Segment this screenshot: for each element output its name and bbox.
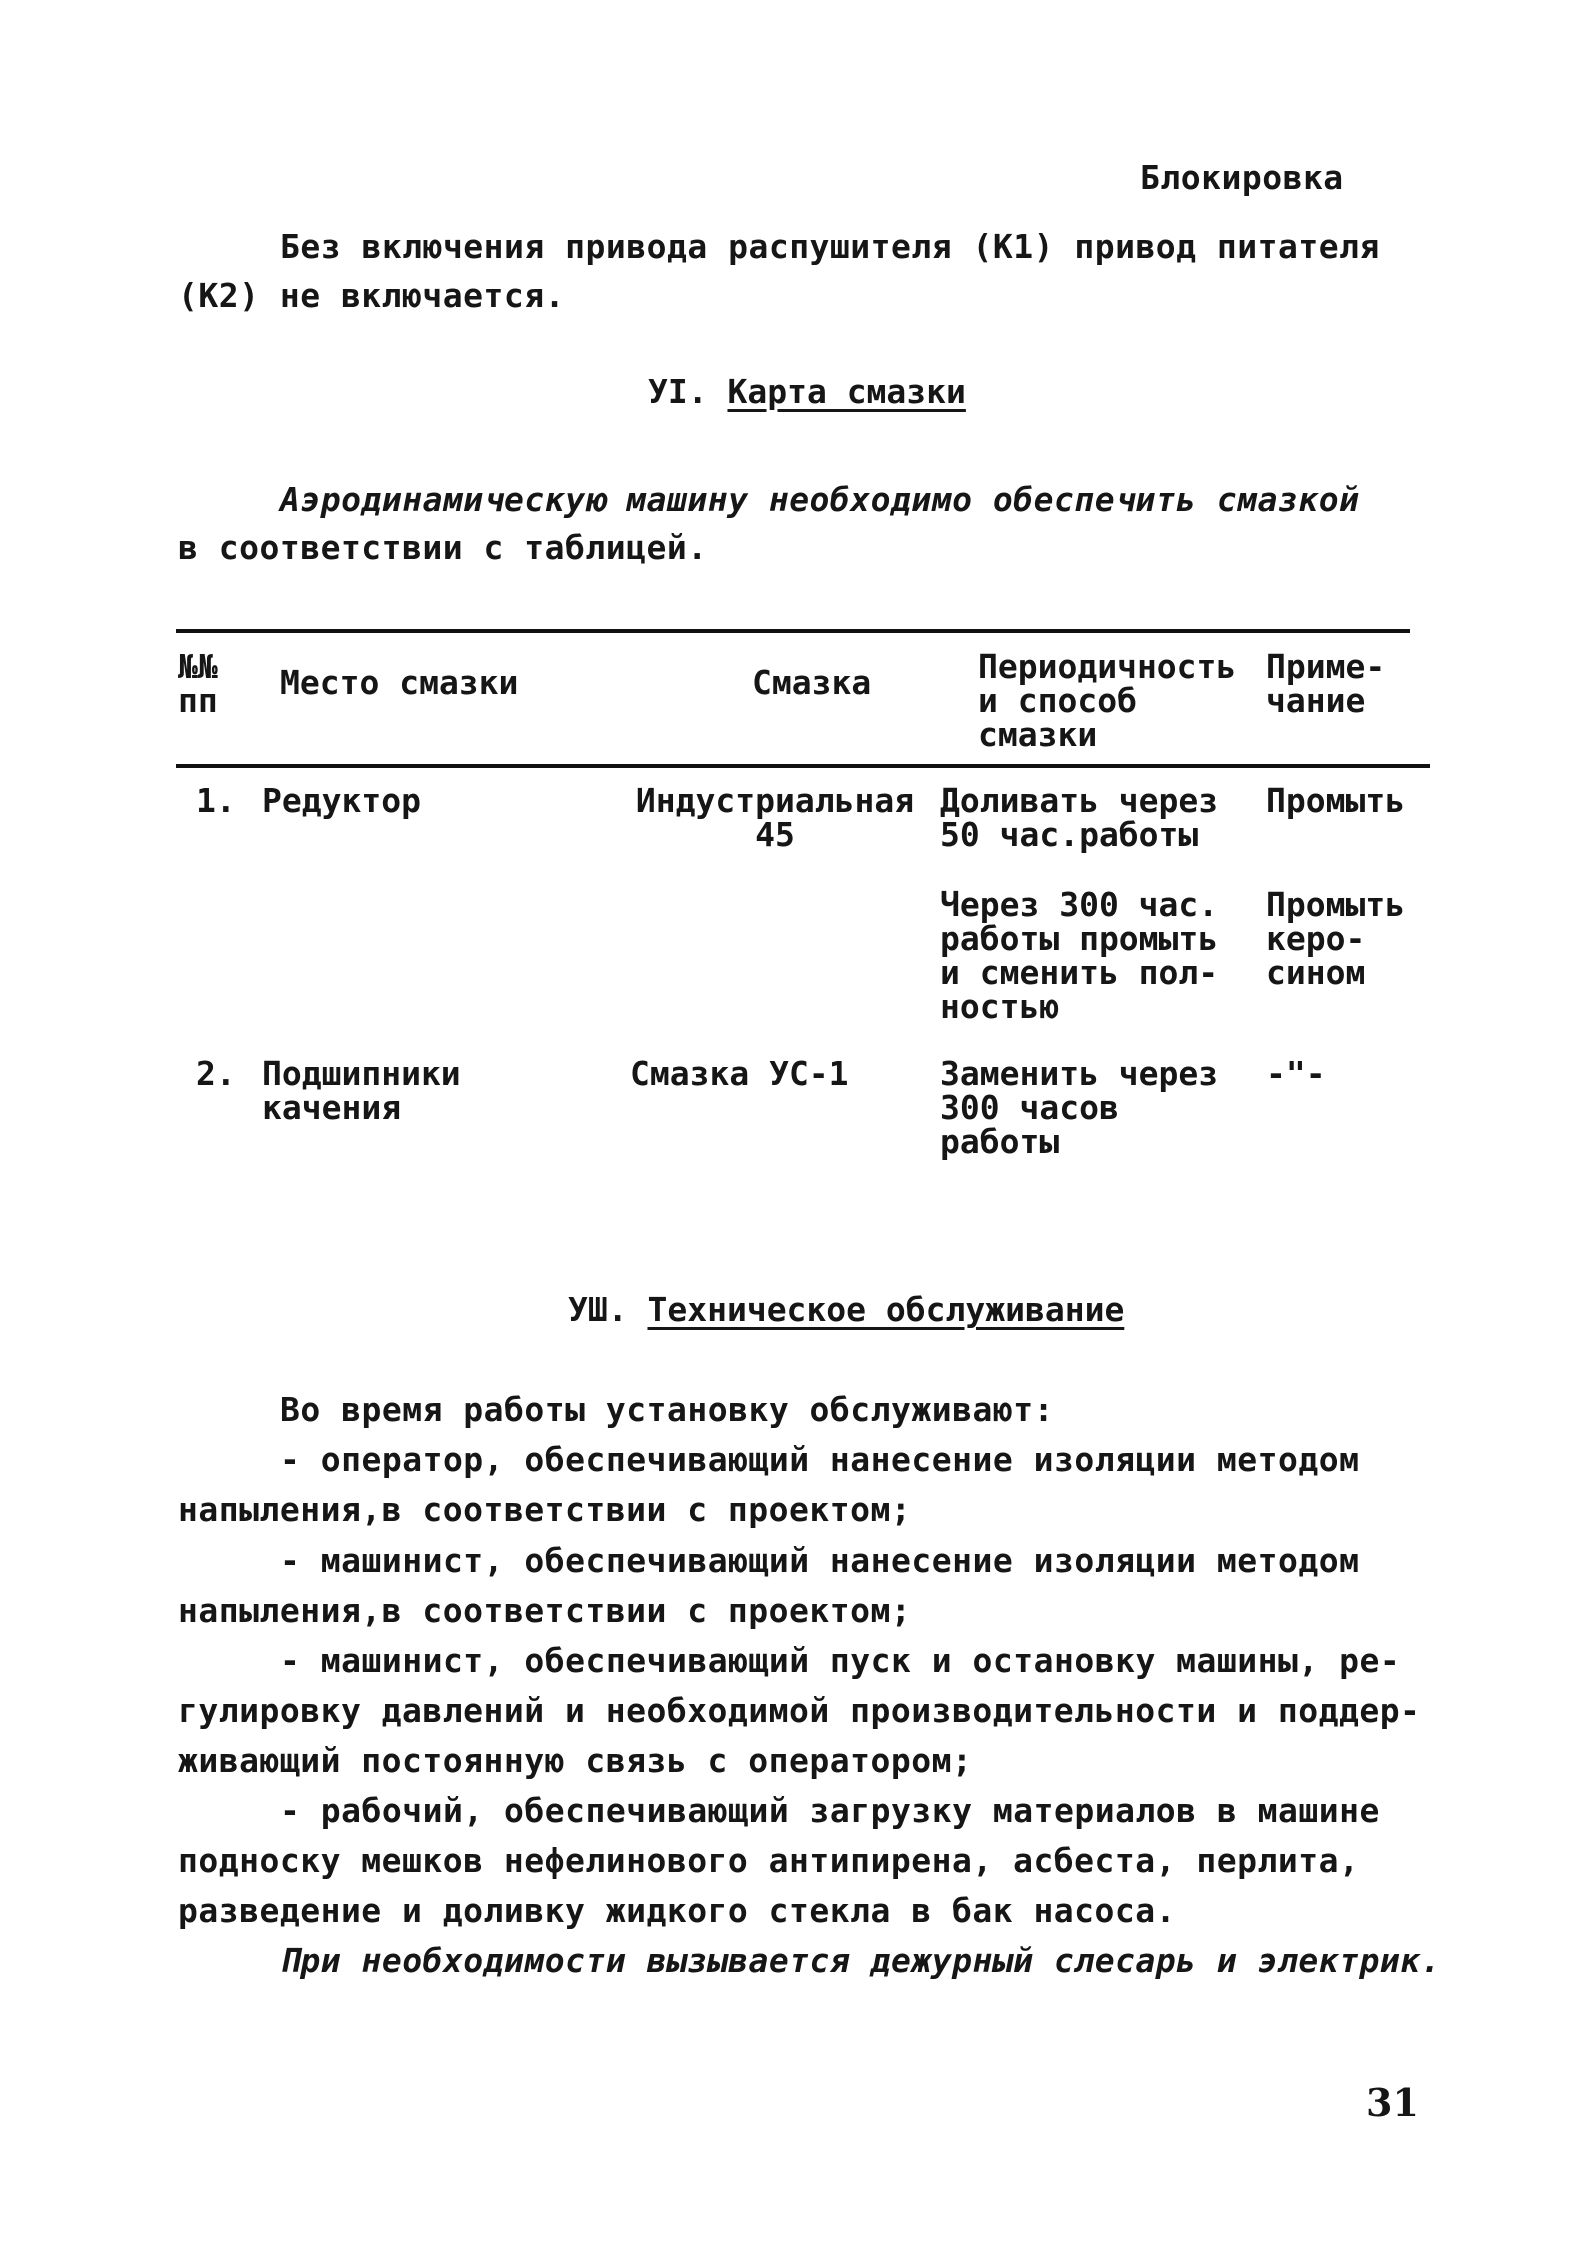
section-6-title: Карта смазки — [727, 372, 966, 411]
page-number: 31 — [1366, 2080, 1419, 2125]
maintenance-line-11: разведение и доливку жидкого стекла в бак насоса. — [178, 1891, 1177, 1930]
maintenance-line-8: живающий постоянную связь с оператором; — [178, 1741, 973, 1780]
intro-line-2: в соответствии с таблицей. — [178, 528, 708, 567]
maintenance-line-2: - оператор, обеспечивающий нанесение изоляции методом — [280, 1440, 1360, 1479]
header-lube: Смазка — [752, 663, 872, 702]
intro-line-1: Аэродинамическую машину необходимо обеспечить смазкой — [280, 480, 1360, 519]
interlock-line-1: Без включения привода распушителя (К1) привод питателя — [280, 227, 1380, 266]
row-1b-note: Промыть керо- сином — [1266, 885, 1406, 992]
maintenance-line-6: - машинист, обеспечивающий пуск и остановку машины, ре- — [280, 1641, 1401, 1680]
row-1-lube: Индустриальная 45 — [635, 781, 915, 854]
header-num: №№ пп — [178, 647, 218, 720]
table-top-rule — [176, 629, 1410, 633]
row-1-note: Промыть — [1266, 781, 1406, 820]
row-2-num: 2. — [196, 1054, 236, 1093]
header-note: Приме- чание — [1266, 647, 1386, 720]
maintenance-line-9: - рабочий, обеспечивающий загрузку материалов в машине — [280, 1791, 1380, 1830]
section-8-number: УШ. — [568, 1290, 628, 1329]
row-1-place: Редуктор — [262, 781, 421, 820]
row-1-num: 1. — [196, 781, 236, 820]
header-place: Место смазки — [280, 663, 519, 702]
row-1-period: Доливать через 50 час.работы — [940, 781, 1219, 854]
section-8-heading — [568, 1290, 1124, 1329]
row-2-note: -"- — [1266, 1054, 1326, 1093]
maintenance-line-5: напыления,в соответствии с проектом; — [178, 1591, 912, 1630]
maintenance-line-1: Во время работы установку обслуживают: — [280, 1390, 1054, 1429]
row-2-lube: Смазка УС-1 — [630, 1054, 849, 1093]
row-2-period: Заменить через 300 часов работы — [940, 1054, 1219, 1161]
header-period: Периодичность и способ смазки — [978, 647, 1237, 754]
maintenance-line-4: - машинист, обеспечивающий нанесение изоляции методом — [280, 1541, 1360, 1580]
row-1b-period: Через 300 час. работы промыть и сменить пол- ностью — [940, 885, 1219, 1026]
row-2-place: Подшипники качения — [262, 1054, 461, 1127]
section-6-heading — [648, 372, 966, 411]
block-heading: Блокировка — [1140, 158, 1344, 197]
section-8-title: Техническое обслуживание — [647, 1290, 1125, 1329]
interlock-line-2: (К2) не включается. — [178, 276, 565, 315]
maintenance-line-7: гулировку давлений и необходимой производительности и поддер- — [178, 1691, 1421, 1730]
maintenance-line-10: подноску мешков нефелинового антипирена, асбеста, перлита, — [178, 1841, 1360, 1880]
maintenance-line-12: При необходимости вызывается дежурный слесарь и электрик. — [280, 1941, 1441, 1980]
table-header-rule — [176, 764, 1430, 768]
maintenance-line-3: напыления,в соответствии с проектом; — [178, 1490, 912, 1529]
section-6-number: УI. — [648, 372, 708, 411]
